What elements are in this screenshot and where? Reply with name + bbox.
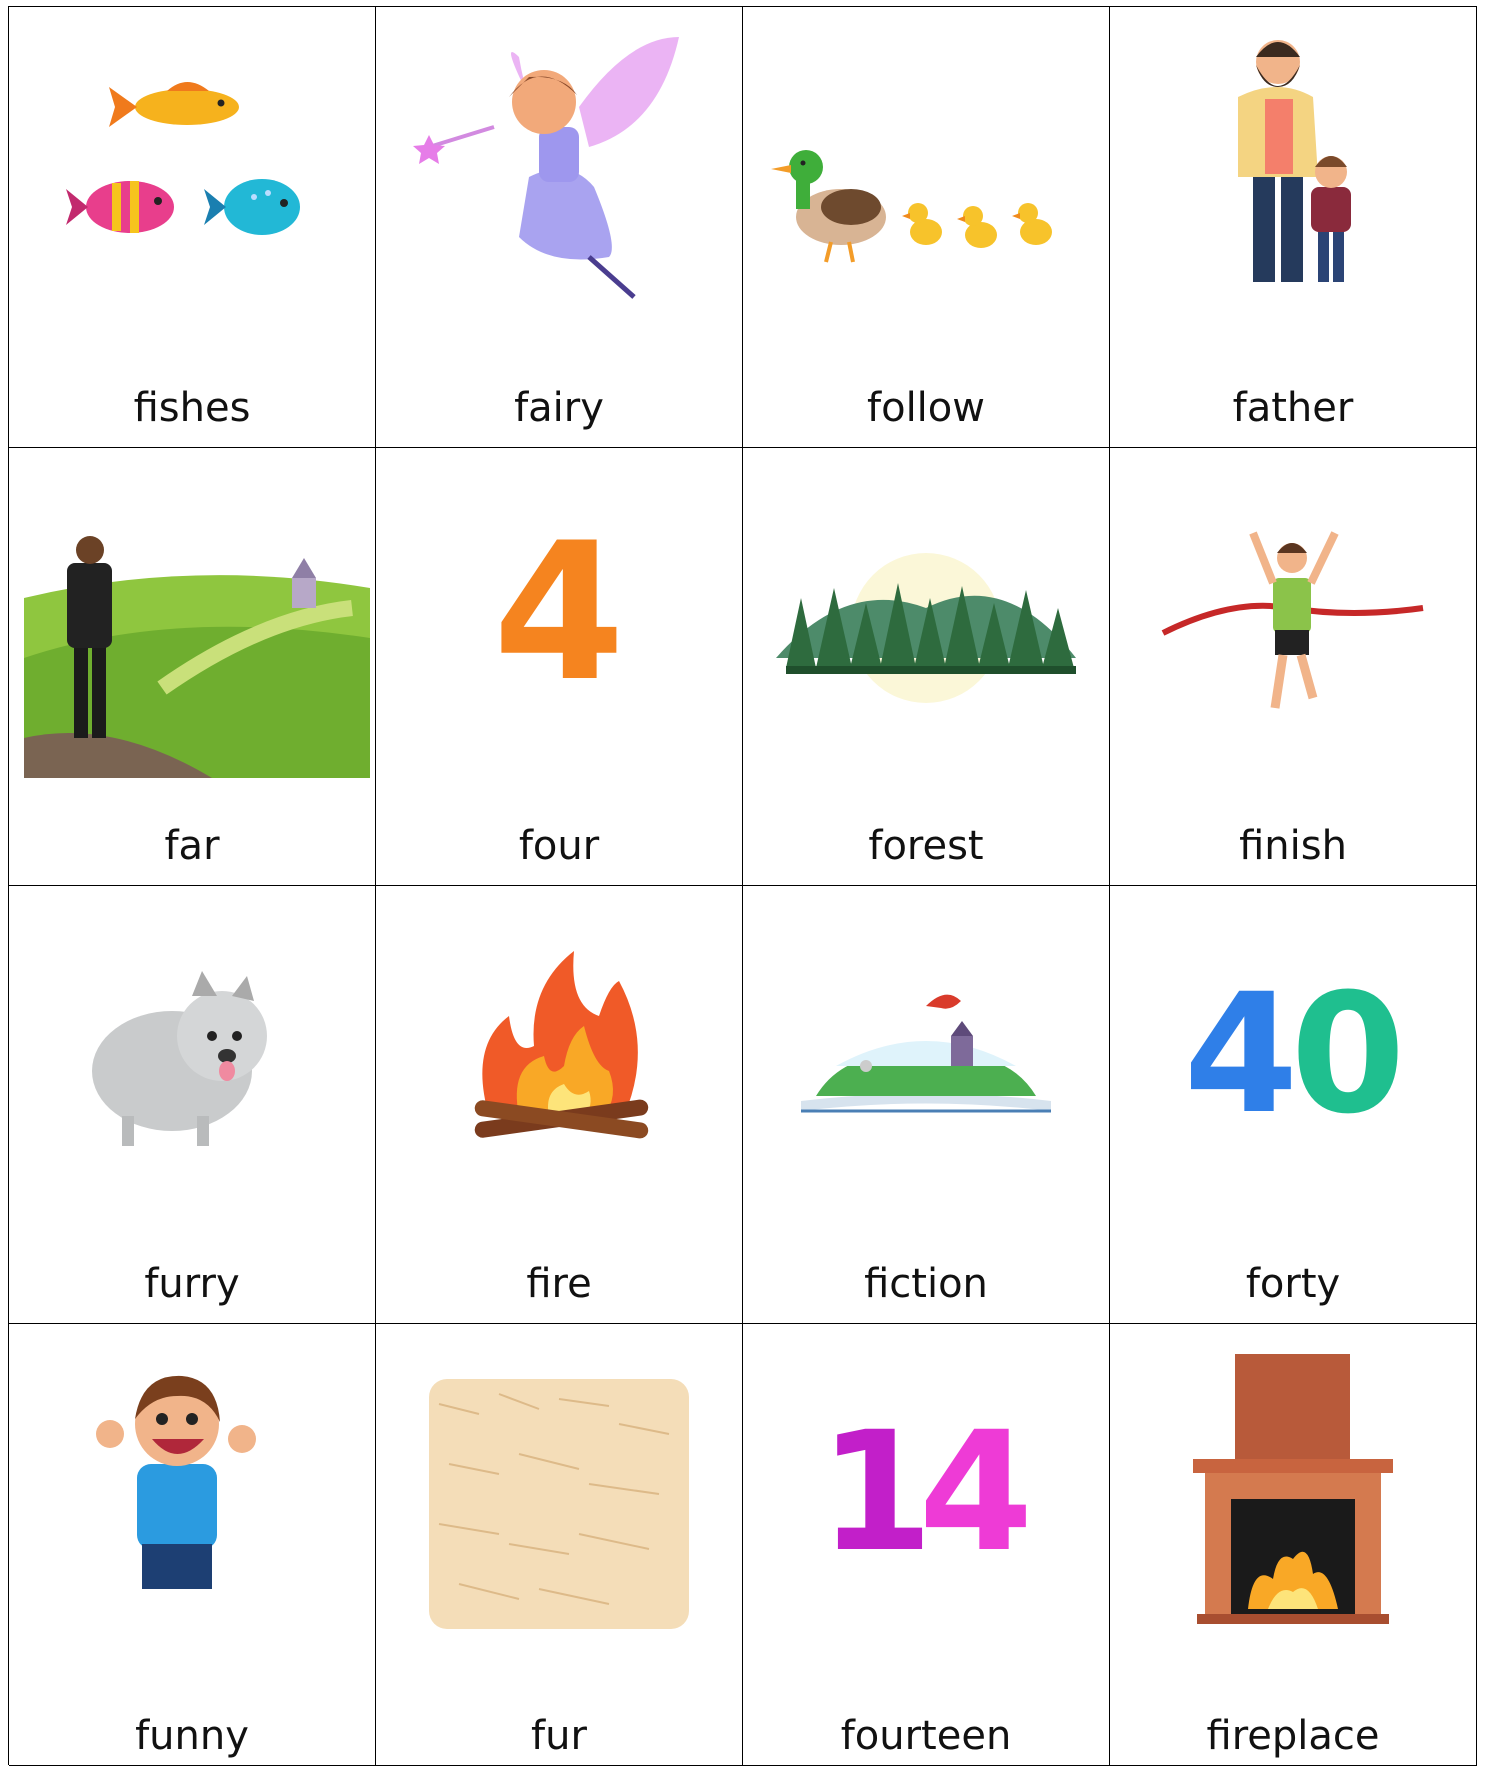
svg-text:4: 4 [1183,958,1299,1150]
flashcard-finish [1110,448,1477,886]
card-word: far [164,823,220,869]
flashcard-follow [743,7,1110,448]
card-word: fur [531,1713,587,1759]
fishes-icon [9,17,375,347]
card-word: furry [144,1261,240,1307]
flashcard-fairy [376,7,743,448]
number-forty-icon [1110,896,1476,1226]
card-word: follow [867,385,985,431]
flashcard-father [1110,7,1477,448]
svg-text:4: 4 [918,1396,1034,1588]
flashcard-forty [1110,886,1477,1324]
card-word: forest [868,823,984,869]
campfire-icon [376,896,742,1226]
flashcard-four [376,448,743,886]
card-word: finish [1239,823,1347,869]
card-word: fiction [864,1261,988,1307]
flashcard-fireplace [1110,1324,1477,1766]
card-word: fairy [514,385,604,431]
card-word: father [1232,385,1354,431]
flashcard-fishes [9,7,376,448]
svg-text:4: 4 [492,502,626,723]
runner-finish-line-icon [1110,458,1476,788]
fairy-icon [376,17,742,347]
card-word: fireplace [1206,1713,1380,1759]
svg-text:0: 0 [1290,958,1406,1150]
furry-dog-icon [9,896,375,1226]
number-fourteen-icon [743,1334,1109,1664]
fireplace-icon [1110,1334,1476,1664]
flashcard-fire [376,886,743,1324]
number-four-icon [376,458,742,788]
flashcard-forest [743,448,1110,886]
card-word: fourteen [840,1713,1012,1759]
fur-patch-icon [376,1334,742,1664]
card-word: forty [1245,1261,1341,1307]
flashcard-fur [376,1324,743,1766]
flashcard-fourteen [743,1324,1110,1766]
card-word: funny [135,1713,249,1759]
card-word: fire [526,1261,592,1307]
funny-boy-icon [9,1334,375,1664]
man-looking-far-icon [9,458,375,788]
flashcard-fiction [743,886,1110,1324]
storybook-icon [743,896,1109,1226]
flashcard-far [9,448,376,886]
father-and-son-icon [1110,17,1476,347]
card-word: four [518,823,600,869]
card-word: fishes [133,385,251,431]
svg-text:1: 1 [818,1396,934,1588]
forest-icon [743,458,1109,788]
ducks-following-icon [743,17,1109,347]
flashcard-grid [8,6,1477,1765]
flashcard-furry [9,886,376,1324]
flashcard-funny [9,1324,376,1766]
